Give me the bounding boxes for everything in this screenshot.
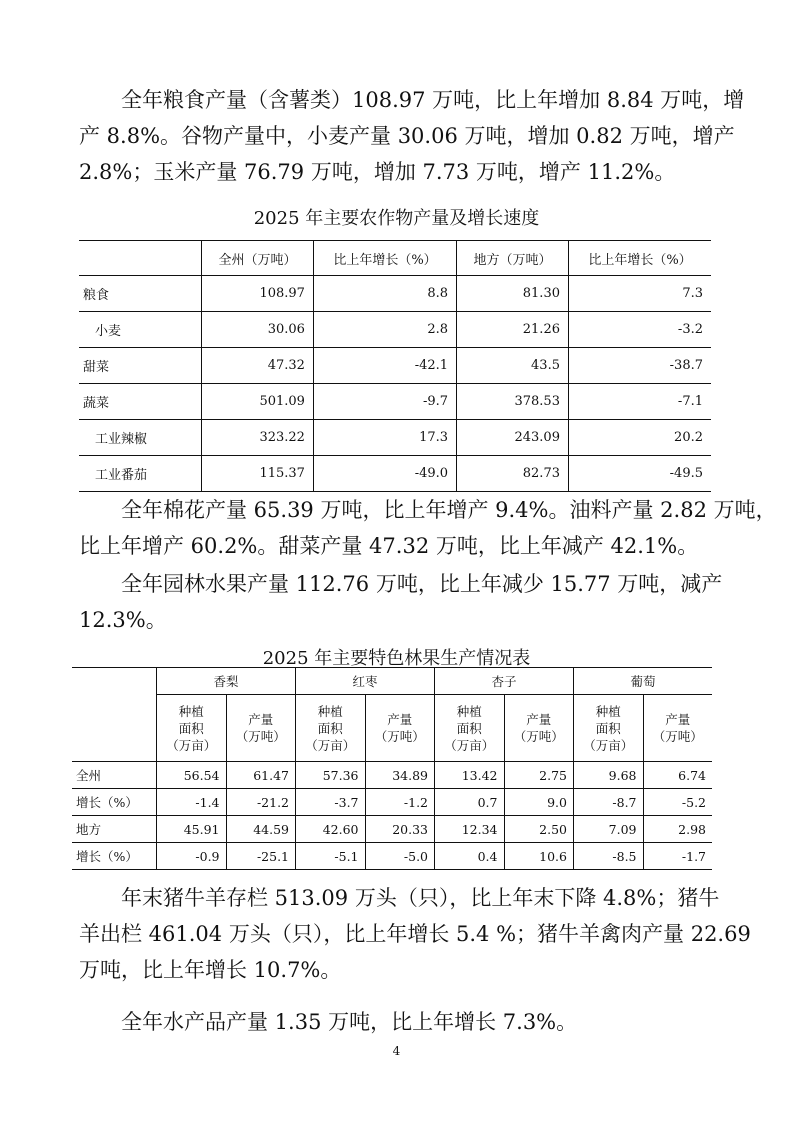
table-cell: 7.3	[568, 276, 711, 312]
aquatic-paragraph	[79, 1004, 716, 1040]
table-cell: 12.34	[435, 816, 505, 843]
text-line: 万吨，比上年增长 10.7%。	[79, 958, 342, 982]
table-cell: -21.2	[226, 789, 296, 816]
table-cell: -8.5	[574, 843, 644, 870]
table-cell: 2.8	[313, 312, 456, 348]
table-cell: 108.97	[202, 276, 314, 312]
area-header: 种植 面积 （万亩）	[574, 695, 644, 762]
table-cell: -8.7	[574, 789, 644, 816]
table-row	[72, 843, 712, 870]
table-cell: 30.06	[202, 312, 314, 348]
output-header: 产量 （万吨）	[226, 695, 296, 762]
table-header-cell: 比上年增长（%）	[313, 241, 456, 276]
table-cell: 9.0	[504, 789, 574, 816]
table-cell: 2.75	[504, 762, 574, 789]
table-cell: -25.1	[226, 843, 296, 870]
table-cell: -1.2	[365, 789, 435, 816]
row-label: 地方	[72, 816, 157, 843]
output-header: 产量 （万吨）	[504, 695, 574, 762]
table-subheader-row	[72, 695, 712, 762]
page-number: 4	[392, 1044, 401, 1058]
row-label: 全州	[72, 762, 157, 789]
table-cell: 115.37	[202, 456, 314, 492]
table-cell: -42.1	[313, 348, 456, 384]
table-cell: 45.91	[157, 816, 227, 843]
fruit-header: 葡萄	[574, 668, 713, 695]
table-cell: -1.4	[157, 789, 227, 816]
area-header: 种植 面积 （万亩）	[157, 695, 227, 762]
table-header-row	[72, 668, 712, 695]
table-cell: 61.47	[226, 762, 296, 789]
table-cell: 0.4	[435, 843, 505, 870]
table-row	[79, 348, 711, 384]
table-header-cell: 比上年增长（%）	[568, 241, 711, 276]
table-cell: -7.1	[568, 384, 711, 420]
table-cell: -49.5	[568, 456, 711, 492]
grain-paragraph	[79, 82, 745, 190]
output-header: 产量 （万吨）	[365, 695, 435, 762]
table-cell: -0.9	[157, 843, 227, 870]
table-cell: 2.98	[643, 816, 712, 843]
table-cell: 243.09	[457, 420, 569, 456]
text-line: 全年水产品产量 1.35 万吨，比上年增长 7.3%。	[121, 1010, 578, 1034]
text-line: 比上年增产 60.2%。甜菜产量 47.32 万吨，比上年减产 42.1%。	[79, 534, 699, 558]
table-cell: 10.6	[504, 843, 574, 870]
table-cell: -1.7	[643, 843, 712, 870]
row-label: 甜菜	[79, 348, 202, 384]
table-cell: 8.8	[313, 276, 456, 312]
table-cell: 9.68	[574, 762, 644, 789]
table-row	[72, 762, 712, 789]
table-cell: 81.30	[457, 276, 569, 312]
fruit-table-title: 2025 年主要特色林果生产情况表	[262, 648, 531, 669]
cotton-paragraph	[79, 492, 777, 564]
fruit-paragraph	[79, 566, 723, 638]
table-cell: -5.0	[365, 843, 435, 870]
table-cell: -5.1	[296, 843, 366, 870]
table-header-cell: 地方（万吨）	[457, 241, 569, 276]
table-cell: -49.0	[313, 456, 456, 492]
crop-table-title: 2025 年主要农作物产量及增长速度	[253, 208, 540, 229]
table-row	[79, 276, 711, 312]
table-cell: 378.53	[457, 384, 569, 420]
table-cell: -9.7	[313, 384, 456, 420]
area-header: 种植 面积 （万亩）	[296, 695, 366, 762]
table-cell: -5.2	[643, 789, 712, 816]
table-cell: -38.7	[568, 348, 711, 384]
table-cell: 20.2	[568, 420, 711, 456]
row-label: 增长（%）	[72, 789, 157, 816]
table-row	[79, 420, 711, 456]
fruit-header: 香梨	[157, 668, 296, 695]
table-row	[79, 456, 711, 492]
table-cell: 47.32	[202, 348, 314, 384]
row-label: 工业番茄	[79, 456, 202, 492]
text-line: 全年棉花产量 65.39 万吨，比上年增产 9.4%。油料产量 2.82 万吨，	[121, 498, 777, 522]
table-cell: 21.26	[457, 312, 569, 348]
table-cell: 42.60	[296, 816, 366, 843]
text-line: 全年粮食产量（含薯类）108.97 万吨，比上年增加 8.84 万吨，增	[121, 88, 745, 112]
output-header: 产量 （万吨）	[643, 695, 712, 762]
row-label: 小麦	[79, 312, 202, 348]
table-cell: 2.50	[504, 816, 574, 843]
table-cell: 17.3	[313, 420, 456, 456]
table-cell: 43.5	[457, 348, 569, 384]
table-cell: 501.09	[202, 384, 314, 420]
fruit-production-table	[72, 667, 712, 870]
row-label: 蔬菜	[79, 384, 202, 420]
table-cell: 7.09	[574, 816, 644, 843]
table-header-row	[79, 241, 711, 276]
table-cell: 34.89	[365, 762, 435, 789]
table-cell: -3.2	[568, 312, 711, 348]
table-cell: 323.22	[202, 420, 314, 456]
text-line: 产 8.8%。谷物产量中，小麦产量 30.06 万吨，增加 0.82 万吨，增产	[79, 124, 735, 148]
crop-output-table	[79, 240, 711, 492]
table-cell: 56.54	[157, 762, 227, 789]
livestock-paragraph	[79, 880, 751, 988]
text-line: 全年园林水果产量 112.76 万吨，比上年减少 15.77 万吨，减产	[121, 572, 723, 596]
table-cell: 57.36	[296, 762, 366, 789]
table-cell: 44.59	[226, 816, 296, 843]
table-cell: 0.7	[435, 789, 505, 816]
row-label: 增长（%）	[72, 843, 157, 870]
area-header: 种植 面积 （万亩）	[435, 695, 505, 762]
table-corner-cell	[72, 668, 157, 762]
table-cell: -3.7	[296, 789, 366, 816]
table-cell: 20.33	[365, 816, 435, 843]
table-row	[72, 789, 712, 816]
table-row	[79, 312, 711, 348]
table-row	[79, 384, 711, 420]
table-header-cell: 全州（万吨）	[202, 241, 314, 276]
text-line: 年末猪牛羊存栏 513.09 万头（只），比上年末下降 4.8%；猪牛	[121, 886, 720, 910]
row-label: 工业辣椒	[79, 420, 202, 456]
text-line: 12.3%。	[79, 608, 167, 632]
fruit-header: 红枣	[296, 668, 435, 695]
table-header-cell	[79, 241, 202, 276]
table-cell: 13.42	[435, 762, 505, 789]
text-line: 2.8%；玉米产量 76.79 万吨，增加 7.73 万吨，增产 11.2%。	[79, 160, 676, 184]
table-cell: 82.73	[457, 456, 569, 492]
table-cell: 6.74	[643, 762, 712, 789]
fruit-header: 杏子	[435, 668, 574, 695]
table-row	[72, 816, 712, 843]
row-label: 粮食	[83, 288, 110, 303]
text-line: 羊出栏 461.04 万头（只），比上年增长 5.4 %；猪牛羊禽肉产量 22.69	[79, 922, 751, 946]
